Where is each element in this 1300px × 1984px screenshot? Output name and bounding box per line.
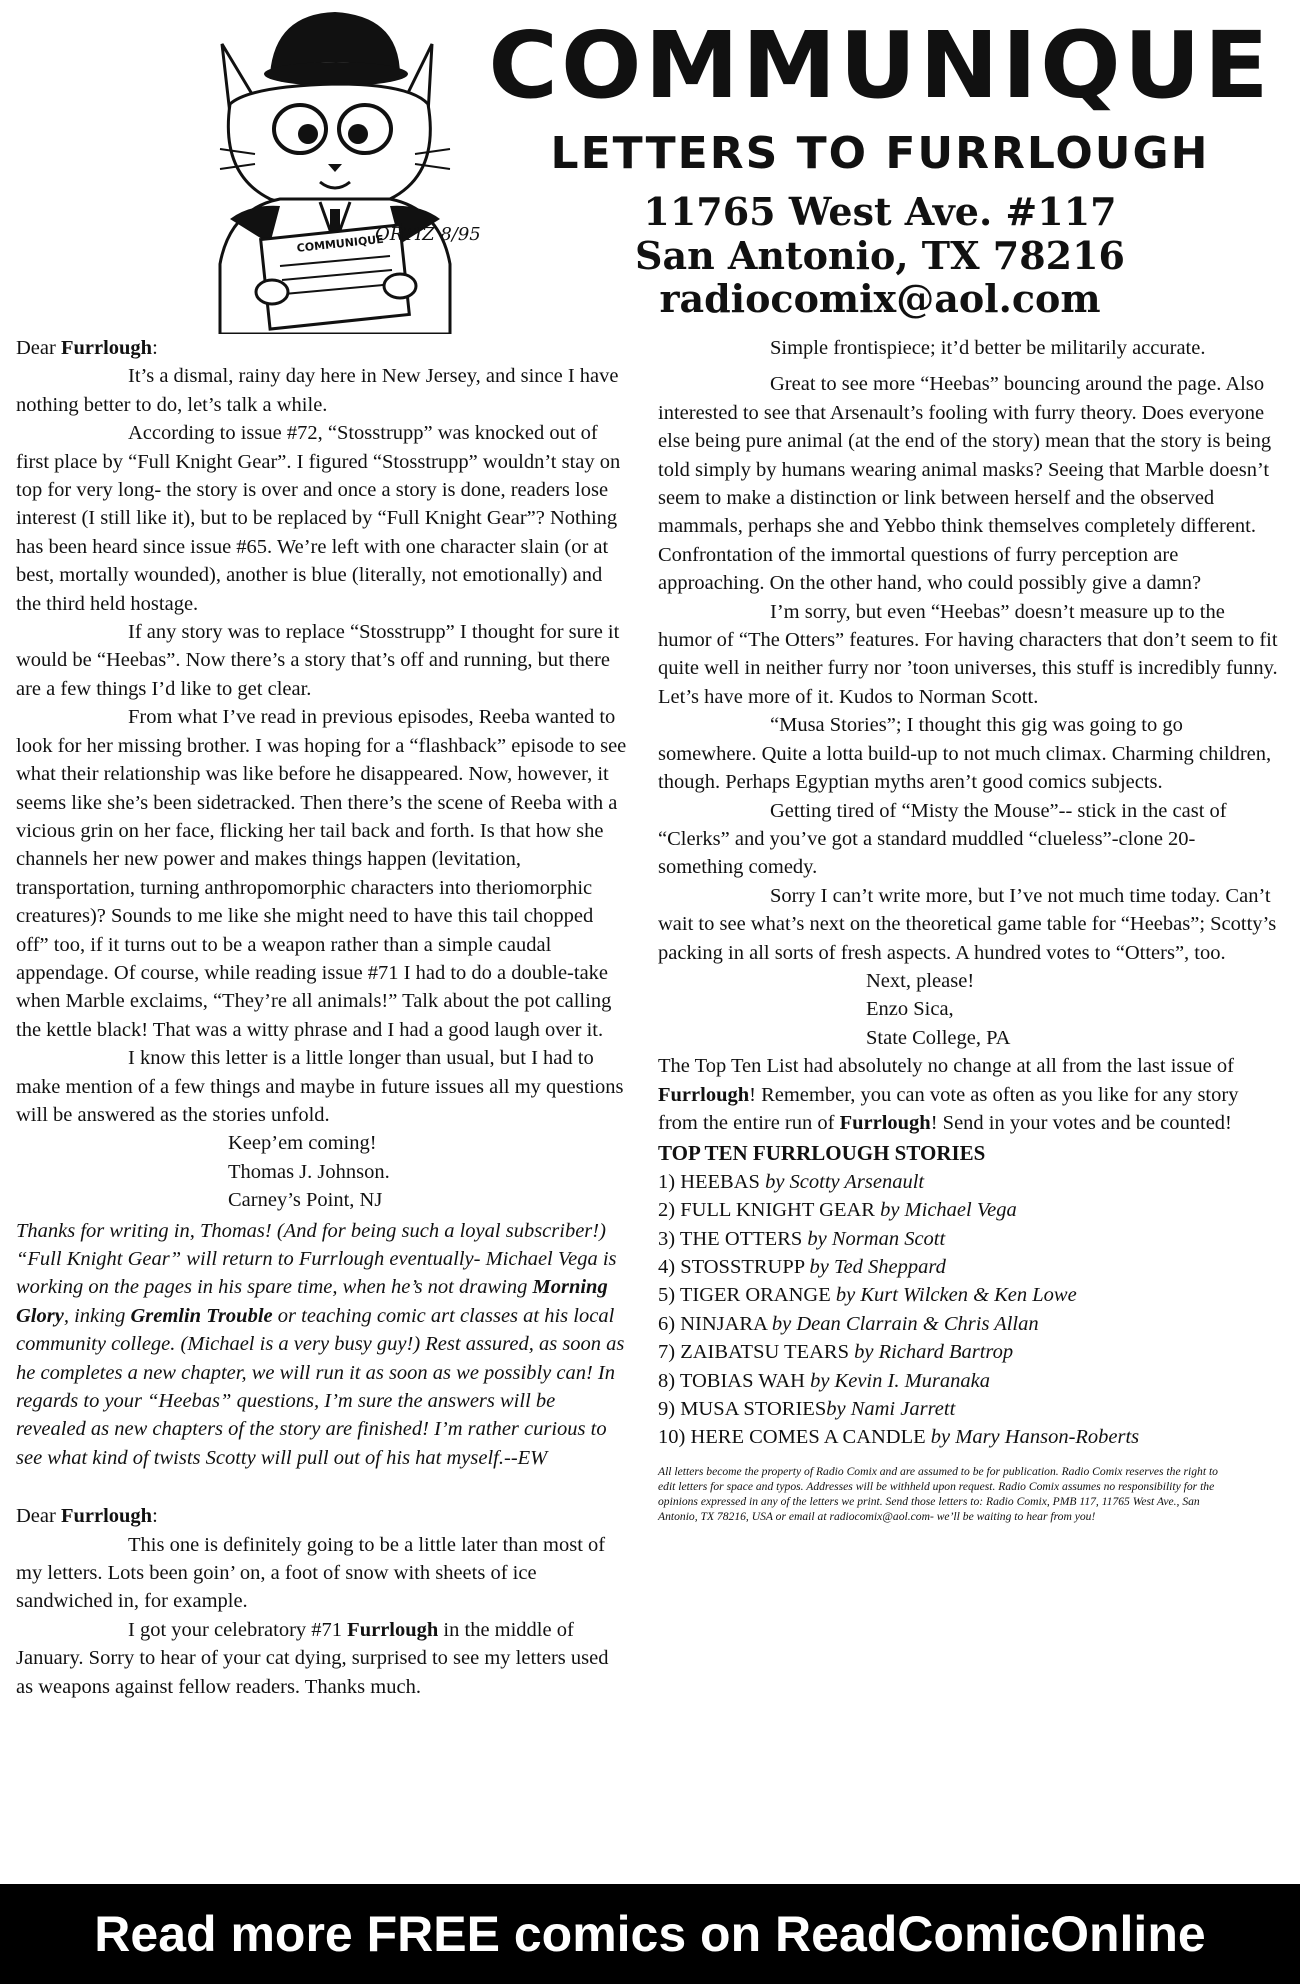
letter2-paragraph: This one is definitely going to be a little later than most of my letters. Lots been goin’ on, a foot of snow with sheets of ice sandwiched in, for example. xyxy=(16,1533,606,1613)
topten-list xyxy=(658,1168,1278,1452)
topten-item: 1) HEEBAS by Scotty Arsenault xyxy=(658,1170,925,1193)
topten-item: 8) TOBIAS WAH by Kevin I. Muranaka xyxy=(658,1369,990,1392)
letter1-signoff: Keep’em coming! xyxy=(228,1132,377,1155)
letter2-paragraph: I got your celebratory #71 Furrlough in the middle of January. Sorry to hear of your cat dying, surprised to see my letters used as weapons against fellow readers. Thanks much. xyxy=(16,1618,609,1698)
page-subtitle: LETTERS TO FURRLOUGH xyxy=(550,128,1210,179)
left-column xyxy=(16,334,628,1701)
topten-item: 3) THE OTTERS by Norman Scott xyxy=(658,1227,946,1250)
letter2-paragraph: I’m sorry, but even “Heebas” doesn’t measure up to the humor of “The Otters” features. For having characters that don’t seem to fit quite well in neither furry nor ’toon universes, this stuff is incredibly funny. Let’s have more of it. Kudos to Norman Scott. xyxy=(658,600,1278,708)
letter2-location: State College, PA xyxy=(866,1026,1011,1049)
topten-item: 5) TIGER ORANGE by Kurt Wilcken & Ken Lowe xyxy=(658,1284,1077,1307)
promo-banner-text[interactable]: Read more FREE comics on ReadComicOnline xyxy=(94,1906,1206,1962)
letter2-author: Enzo Sica, xyxy=(866,998,954,1021)
promo-banner[interactable] xyxy=(0,1884,1300,1984)
letter1-location: Carney’s Point, NJ xyxy=(228,1189,383,1212)
page-title: COMMUNIQUE xyxy=(488,12,1272,119)
right-column xyxy=(658,334,1278,1524)
masthead xyxy=(470,12,1290,322)
letter2-paragraph: Great to see more “Heebas” bouncing around the page. Also interested to see that Arsenault’s fooling with furry theory. Does everyone else being pure animal (at the end of the story) mean that the story is being told simply by humans wearing animal masks? Seeing that Marble doesn’t seem to make a distinction or link between herself and the observed mammals, perhaps she and Yebbo think themselves completely different. Confrontation of the immortal questions of furry perception are approaching. On the other hand, who could possibly give a damn? xyxy=(658,373,1272,595)
topten-item: 10) HERE COMES A CANDLE by Mary Hanson-Roberts xyxy=(658,1426,1140,1449)
letter1-paragraph: From what I’ve read in previous episodes, Reeba wanted to look for her missing brother. I was hoping for a “flashback” episode to see what their relationship was like before he disappeared. Now, however, it seems like she’s been sidetracked. Then there’s the scene of Reeba with a vicious grin on her face, flicking her tail back and forth. Is that how she channels her new power and makes things happen (levitation, transportation, turning anthropomorphic characters into theriomorphic creatures)? Sounds to me like she might need to have this tail chopped off” too, if it turns out to be a weapon rather than a simple caudal appendage. Of course, while reading issue #71 I had to do a double-take when Marble exclaims, “They’re all animals!” Talk about the pot calling the kettle black! That was a witty phrase and I had a good laugh over it. xyxy=(16,706,627,1041)
address-block xyxy=(470,190,1290,321)
topten-intro: The Top Ten List had absolutely no change at all from the last issue of Furrlough! Remember, you can vote as often as you like for any story from the entire run of Furrlough! Send in your votes and be counted! xyxy=(658,1055,1239,1134)
topten-item: 4) STOSSTRUPP by Ted Sheppard xyxy=(658,1256,946,1278)
letter1-paragraph: I know this letter is a little longer than usual, but I had to make mention of a few things and maybe in future issues all my questions will be answered as the stories unfold. xyxy=(16,1047,624,1126)
email-address: radiocomix@aol.com xyxy=(659,276,1101,322)
letter1-paragraph: According to issue #72, “Stosstrupp” was knocked out of first place by “Full Knight Gear”. I figured “Stosstrupp” wouldn’t stay on top for very long- the story is over and once a story is done, readers lose interest (I still like it), but to be replaced by “Full Knight Gear”? Nothing has been heard since issue #65. We’re left with one character slain (or at best, mortally wounded), another is blue (literally, not emotionally) and the third held hostage. xyxy=(16,422,621,615)
editor-reply: Thanks for writing in, Thomas! (And for being such a loyal subscriber!) “Full Knight Gear” will return to Furrlough eventually- Michael Vega is working on the pages in his spare time, when he’s not drawing Morning Glory, inking Gremlin Trouble or teaching comic art classes at his local community college. (Michael is a very busy guy!) Rest assured, as soon as he completes a new chapter, we will run it as soon as we possibly can! In regards to your “Heebas” questions, I’m sure the answers will be revealed as new chapters of the story are finished! I’m rather curious to see what kind of twists Scotty will pull out of his hat myself.--EW xyxy=(16,1219,625,1469)
letter1-author: Thomas J. Johnson. xyxy=(228,1160,390,1183)
letter2-salutation: Dear Furrlough: xyxy=(16,1505,158,1528)
address-city: San Antonio, TX 78216 xyxy=(635,232,1125,278)
letter1-paragraph: It’s a dismal, rainy day here in New Jersey, and since I have nothing better to do, let’s talk a while. xyxy=(16,365,619,416)
topten-item: 6) NINJARA by Dean Clarrain & Chris Allan xyxy=(658,1312,1039,1335)
fine-print: All letters become the property of Radio Comix and are assumed to be for publication. Radio Comix reserves the right to edit letters for space and typos. Addresses will be withheld upon request. Radio Comix assumes no responsibility for the opinions expressed in any of the letters we print. Send those letters to: Radio Comix, PMB 117, 11765 West Ave., San Antonio, TX 78216, USA or email at radiocomix@aol.com- we’ll be waiting to hear from you! xyxy=(658,1464,1218,1523)
letter2-paragraph: Simple frontispiece; it’d better be militarily accurate. xyxy=(770,337,1206,359)
address-street: 11765 West Ave. #117 xyxy=(643,189,1117,234)
letter2-paragraph: “Musa Stories”; I thought this gig was going to go somewhere. Quite a lotta build-up to not much climax. Charming children, though. Perhaps Egyptian myths aren’t good comics subjects. xyxy=(658,714,1272,794)
letter2-paragraph: Getting tired of “Misty the Mouse”-- stick in the cast of “Clerks” and you’ve got a standard muddled “clueless”-clone 20-something comedy. xyxy=(658,799,1227,879)
topten-heading: TOP TEN FURRLOUGH STORIES xyxy=(658,1141,986,1166)
letter2-signoff: Next, please! xyxy=(866,969,975,992)
cat-soldier-mascot-icon xyxy=(160,4,490,334)
topten-item: 7) ZAIBATSU TEARS by Richard Bartrop xyxy=(658,1341,1014,1364)
letter2-paragraph: Sorry I can’t write more, but I’ve not much time today. Can’t wait to see what’s next on the theoretical game table for “Heebas”; Scotty’s packing in all sorts of fresh aspects. A hundred votes to “Otters”, too. xyxy=(658,884,1277,964)
clipboard-label: COMMUNIQUE xyxy=(296,232,385,255)
artist-signature: ORTIZ 8/95 xyxy=(375,224,481,245)
letter1-salutation: Dear Furrlough: xyxy=(16,337,158,359)
topten-item: 9) MUSA STORIESby Nami Jarrett xyxy=(658,1398,956,1421)
topten-item: 2) FULL KNIGHT GEAR by Michael Vega xyxy=(658,1199,1017,1222)
letter1-paragraph: If any story was to replace “Stosstrupp” I thought for sure it would be “Heebas”. Now there’s a story that’s off and running, but there are a few things I’d like to get clear. xyxy=(16,621,620,700)
